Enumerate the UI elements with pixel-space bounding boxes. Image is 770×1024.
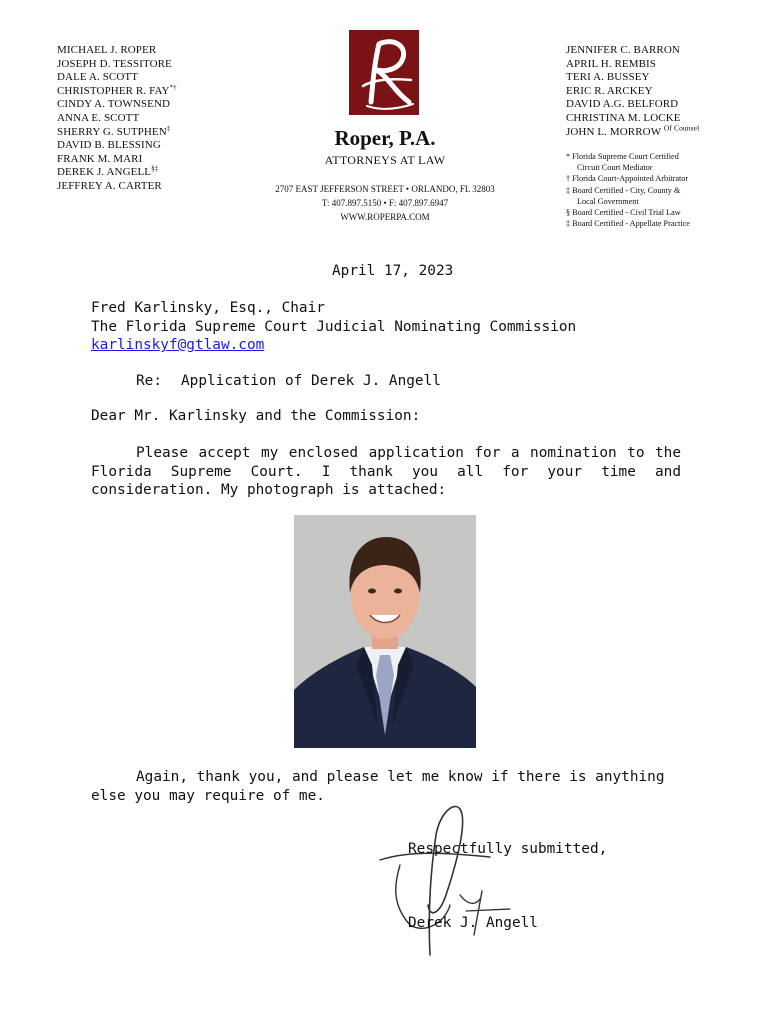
recipient-block — [91, 299, 576, 355]
firm-website: WWW.ROPERPA.COM — [340, 212, 430, 222]
attorney-name: JOSEPH D. TESSITORE — [57, 57, 172, 70]
certification-mark: ‡ — [166, 123, 171, 132]
portrait-icon — [294, 515, 476, 748]
right-attorney-list — [566, 44, 699, 139]
attorney-name: JEFFREY A. CARTER — [57, 179, 162, 192]
certification-legend — [566, 151, 690, 229]
left-attorney-list — [57, 44, 177, 194]
attorney-name: MICHAEL J. ROPER — [57, 44, 157, 56]
attorney-name: DAVID B. BLESSING — [57, 139, 161, 152]
legend-line: ‡ Board Certified - City, County & — [566, 185, 681, 195]
closing: Respectfully submitted, — [408, 841, 608, 857]
attorney-name: APRIL H. REMBIS — [566, 57, 657, 70]
re-subject: Application of Derek J. Angell — [181, 373, 441, 389]
attorney-name: DEREK J. ANGELL§‡ — [57, 164, 159, 179]
applicant-photo — [294, 515, 476, 748]
attorney-name: CHRISTINA M. LOCKE — [566, 111, 681, 124]
firm-name: Roper, P.A. — [334, 126, 436, 150]
of-counsel-mark: Of Counsel — [663, 122, 700, 132]
letter-date: April 17, 2023 — [332, 263, 454, 279]
legend-line: Circuit Court Mediator — [577, 163, 653, 173]
recipient-organization: The Florida Supreme Court Judicial Nominating Commission — [91, 318, 577, 335]
firm-phones: T: 407.897.5150 • F: 407.897.6947 — [321, 198, 449, 208]
subject-line — [136, 372, 441, 391]
script-r-logo-icon — [349, 30, 419, 115]
legend-line: * Florida Supreme Court Certified — [566, 152, 679, 161]
legend-line: ‡ Board Certified - Appellate Practice — [566, 219, 690, 229]
legend-line: † Florida Court-Appointed Arbitrator — [566, 174, 689, 184]
attorney-name: CHRISTOPHER R. FAY*† — [57, 83, 177, 97]
body-paragraph: Please accept my enclosed application for a nomination to the Florida Supreme Court. I thank you all for your time and consideration. My photograph is attached: — [91, 445, 681, 498]
firm-logo — [349, 30, 419, 115]
firm-tagline: ATTORNEYS AT LAW — [324, 153, 446, 167]
body-paragraph: Again, thank you, and please let me know if there is anything else you may require of me. — [91, 769, 665, 804]
attorney-name: ERIC R. ARCKEY — [566, 84, 653, 97]
legend-line: Local Government — [577, 196, 639, 206]
attorney-name: TERI A. BUSSEY — [566, 71, 650, 84]
attorney-name: JENNIFER C. BARRON — [566, 44, 680, 56]
attorney-name: DALE A. SCOTT — [57, 71, 139, 84]
handwritten-signature-icon — [370, 795, 520, 965]
firm-address: 2707 EAST JEFFERSON STREET • ORLANDO, FL 32803 — [275, 184, 495, 194]
attorney-name: CINDY A. TOWNSEND — [57, 98, 171, 111]
recipient-email-link[interactable]: karlinskyf@gtlaw.com — [91, 337, 265, 353]
attorney-name: FRANK M. MARI — [57, 152, 143, 165]
recipient-name: Fred Karlinsky, Esq., Chair — [91, 300, 325, 316]
attorney-name: JOHN L. MORROW $^{Of Counsel}$ — [566, 122, 700, 138]
firm-contact — [250, 182, 520, 224]
attorney-name: ANNA E. SCOTT — [57, 111, 140, 124]
attorney-name: DAVID A.G. BELFORD — [566, 98, 679, 111]
legend-line: § Board Certified - Civil Trial Law — [566, 208, 681, 218]
certification-mark: §‡ — [151, 164, 159, 173]
certification-mark: *† — [169, 83, 177, 92]
re-label: Re: — [136, 373, 162, 389]
attorney-name: SHERRY G. SUTPHEN‡ — [57, 123, 171, 138]
salutation: Dear Mr. Karlinsky and the Commission: — [91, 408, 421, 424]
signer-name: Derek J. Angell — [408, 915, 538, 931]
